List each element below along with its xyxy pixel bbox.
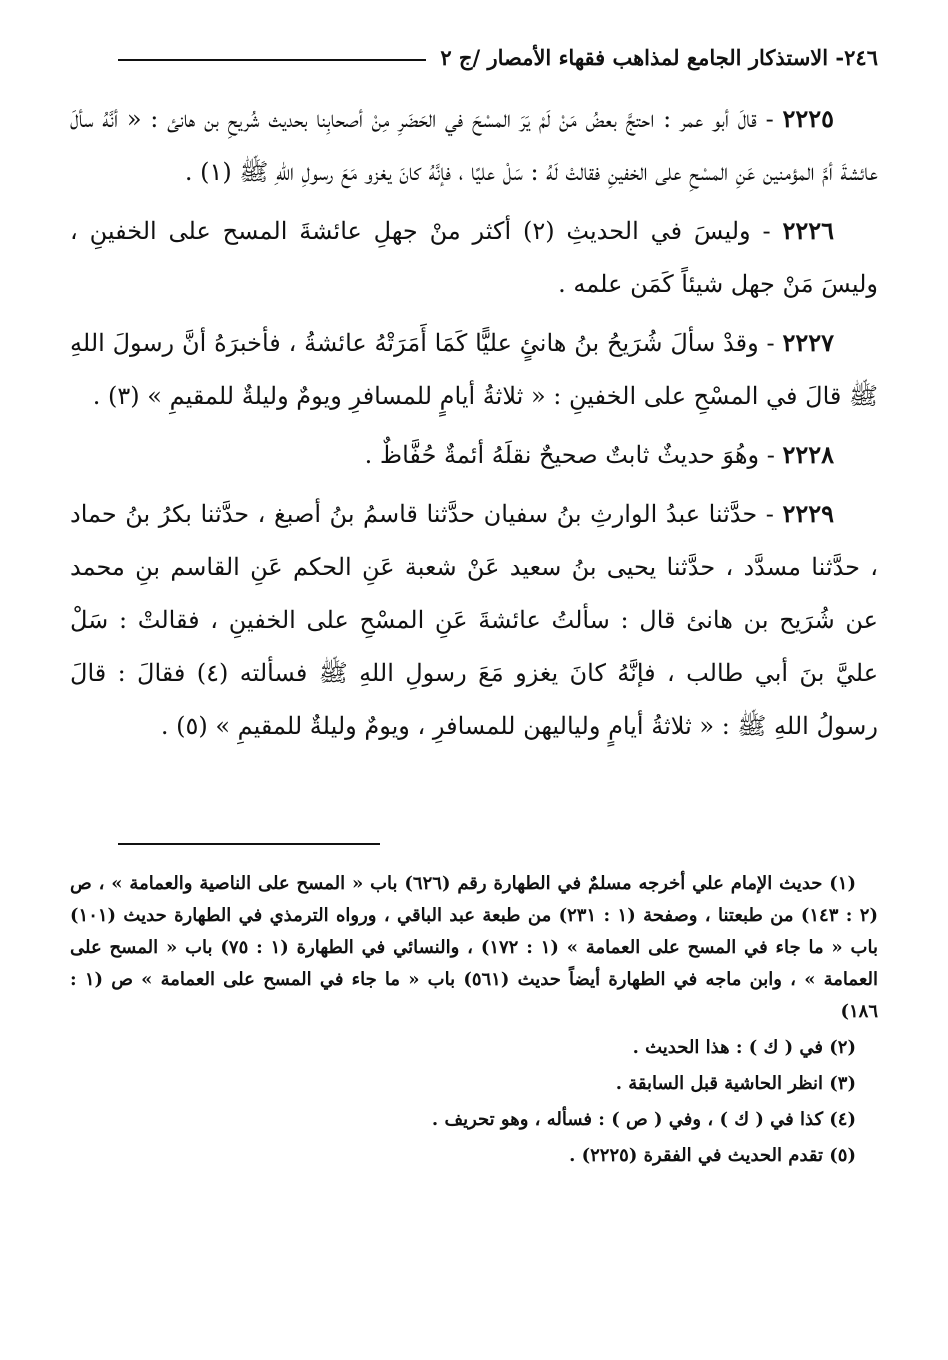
header-rule <box>118 59 426 61</box>
paragraph-text: - حدَّثنا عبدُ الوارثِ بنُ سفيان حدَّثنا قاسمُ بنُ أصبغ ، حدَّثنا بكرُ بنُ حماد ، حدَّثنا مسدَّد ، حدَّثنا يحيى بنُ سعيد عَنْ شعبة عَنِ الحكم عَنِ القاسم بنِ محمد عن شُرَيح بن هانئ قال : سألتُ عائشةَ عَنِ المسْحِ على الخفينِ ، فقالتْ : سَلْ عليَّ بنَ أبي طالب ، فإنَّهُ كانَ يغزو مَعَ رسولِ اللهِ ﷺ فسألته (٤) فقالَ : قالَ رسولُ اللهِ ﷺ : « ثلاثةُ أيامٍ ولياليهن للمسافرِ ، ويومٌ وليلةٌ للمقيمِ » (٥) . <box>70 500 879 740</box>
paragraph-2227 <box>70 316 878 423</box>
paragraph-2226 <box>70 204 878 311</box>
paragraph-text: - قالَ أبو عمر : احتجَّ بعضُ مَنْ لَمْ يَرَ المسْحَ في الحَضَرِ مِنْ أصحابِنا بحديث شُريحِ بن هانئ : « أنَّهُ سألَ عائشةَ أمَّ المؤمنين عَنِ المسْحِ على الخفينِ فقالتْ لَهُ : سَلْ عليًا ، فإنَّهُ كانَ يغزو مَعَ رسولِ اللهِ ﷺ (١) . <box>70 105 878 186</box>
footnotes <box>70 868 878 1176</box>
paragraph-number: ٢٢٢٩ <box>782 499 834 528</box>
footnote-1: (١) حديث الإمام علي أخرجه مسلمٌ في الطهارة رقم (٦٢٦) باب « المسح على الناصية والعمامة » ، ص (٢ : ١٤٣) من طبعتنا ، وصفحة (١ : ٢٣١) من طبعة عبد الباقي ، ورواه الترمذي في الطهارة حديث (١٠١) باب « ما جاء في المسح على العمامة » (١ : ١٧٢) ، والنسائي في الطهارة (١ : ٧٥) باب « المسح على العمامة » ، وابن ماجه في الطهارة أيضاً حديث (٥٦١) باب « ما جاء في المسح على العمامة » ص (١ : ١٨٦) <box>70 873 878 1022</box>
paragraph-2228 <box>70 428 878 482</box>
main-text <box>70 92 878 758</box>
paragraph-number: ٢٢٢٧ <box>782 328 834 357</box>
paragraph-2229 <box>70 487 878 753</box>
footnote-3: (٣) انظر الحاشية قبل السابقة . <box>615 1073 856 1094</box>
paragraph-number: ٢٢٢٦ <box>782 216 834 245</box>
paragraph-number: ٢٢٢٥ <box>782 104 834 133</box>
footnote-5: (٥) تقدم الحديث في الفقرة (٢٢٢٥) . <box>569 1145 856 1166</box>
paragraph-text: - وقدْ سألَ شُرَيحُ بنُ هانئٍ عليًّا كَمَا أَمَرَتْهُ عائشةُ ، فأخبرَهُ أنَّ رسولَ اللهِ ﷺ قالَ في المسْحِ على الخفينِ : « ثلاثةُ أيامٍ للمسافرِ ويومٌ وليلةٌ للمقيمِ » (٣) . <box>70 329 878 410</box>
paragraph-2225 <box>70 92 878 199</box>
footnote-4: (٤) كذا في ( ك ) ، وفي ( ص ) : فسأله ، وهو تحريف . <box>431 1109 856 1130</box>
footnote-2: (٢) في ( ك ) : هذا الحديث . <box>632 1037 856 1058</box>
running-header <box>118 40 878 74</box>
header-title: ٢٤٦- الاستذكار الجامع لمذاهب فقهاء الأمصار /ج ٢ <box>440 44 878 70</box>
footnote-separator <box>118 843 380 845</box>
paragraph-text: - وهُوَ حديثٌ ثابتٌ صحيحٌ نقلَهُ أئمةٌ حُفَّاظٌ . <box>364 441 783 469</box>
paragraph-number: ٢٢٢٨ <box>782 440 834 469</box>
paragraph-text: - وليسَ في الحديثِ (٢) أكثر منْ جهلِ عائشةَ المسح على الخفينِ ، وليسَ مَنْ جهل شيئاً كَمَن علمه . <box>70 217 878 298</box>
